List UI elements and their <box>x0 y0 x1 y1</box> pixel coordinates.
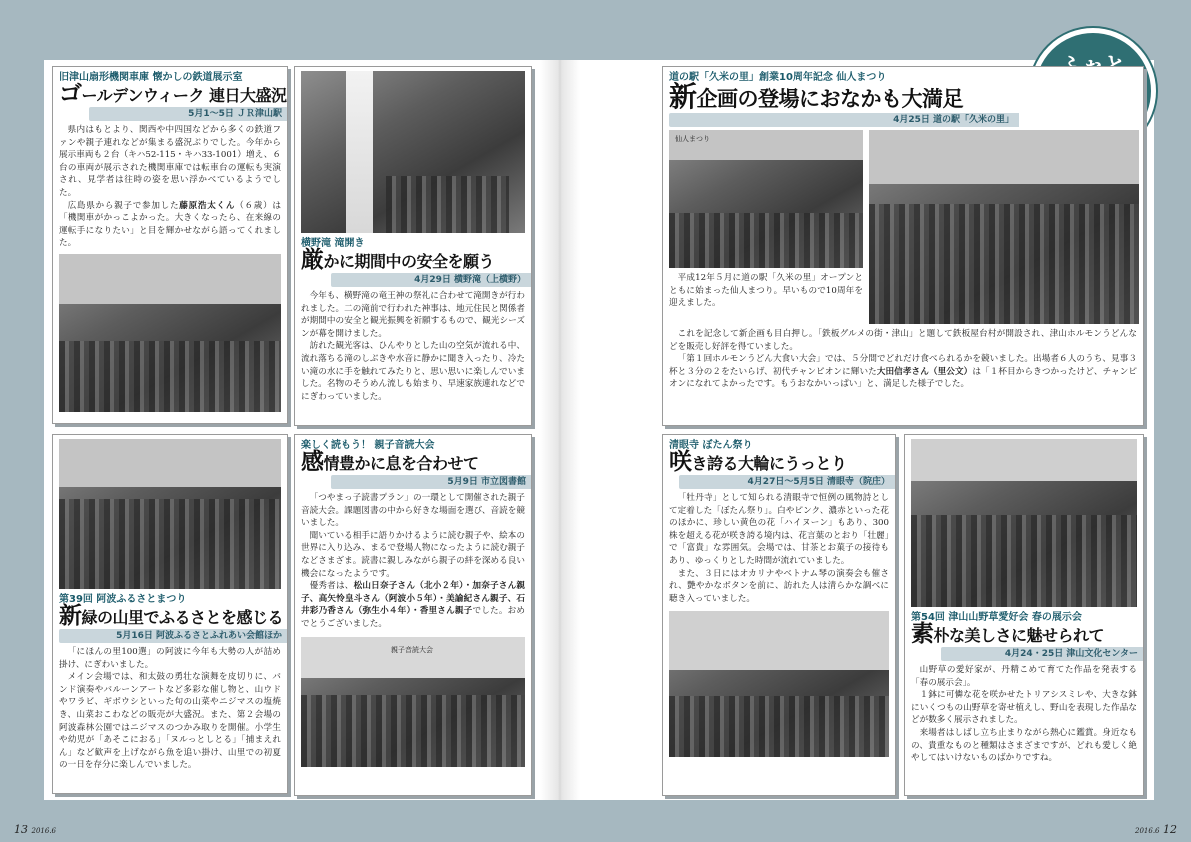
article-body: 来場者はしばし立ち止まりながら熱心に鑑賞。身近なもの、貴重なものと種類はさまざまですが、どれも愛しく絶やしてはいけないものばかりですね。 <box>911 727 1137 764</box>
page-gutter <box>540 60 580 800</box>
article-wildflower-exhibition <box>904 434 1144 796</box>
article-body: 山野草の愛好家が、丹精こめて育てた作品を発表する「春の展示会」。 <box>911 665 1137 688</box>
article-date: 5月1～5日 ＪＲ津山駅 <box>89 107 287 121</box>
article-railway <box>52 66 288 424</box>
article-headline: 厳かに期間中の安全を願う <box>301 247 495 273</box>
festival-photo <box>59 439 281 589</box>
railway-photo <box>59 254 281 412</box>
article-body: 聞いている相手に語りかけるように読む親子や、絵本の世界に入り込み、まるで登場人物になったように読む親子などさまざま。読書に親しみながら親子の絆を深める良い機会になったようです。 <box>301 530 525 579</box>
article-kicker: 楽しく読もう！ 親子音読大会 <box>301 440 435 451</box>
festival-crowd-photo <box>869 130 1139 324</box>
article-peony-festival <box>662 434 896 796</box>
article-date: 4月29日 横野滝（上横野） <box>331 273 531 287</box>
article-reading-contest <box>294 434 532 796</box>
article-date: 4月27日～5月5日 清眼寺（院庄） <box>679 475 895 489</box>
article-kicker: 旧津山扇形機関車庫 懐かしの鉄道展示室 <box>59 72 243 83</box>
article-body: 「にほんの里100選」の阿波に今年も大勢の人が詰め掛け、にぎわいました。 <box>59 647 281 670</box>
article-kicker: 清眼寺 ぼたん祭り <box>669 440 753 451</box>
article-sennin-festival <box>662 66 1144 426</box>
article-body: これを記念して新企画も目白押し。「鉄板グルメの街・津山」と題して鉄板屋台村が開設され、津山ホルモンうどんなどを販売し好評を得ていました。 <box>669 329 1137 352</box>
article-body: 訪れた観光客は、ひんやりとした山の空気が流れる中、流れ落ちる滝のしぶきや水音に静かに聞き入ったり、冷たい滝の水に手を触れてみたりと、思い思いに楽しんでいました。名物のそうめん流しも始まり、早速家族連れなどでにぎわっていました。 <box>301 341 525 402</box>
article-date: 5月9日 市立図書館 <box>331 475 531 489</box>
article-headline: 素朴な美しさに魅せられて <box>911 621 1105 647</box>
article-body: 平成12年５月に道の駅「久米の里」オープンとともに始まった仙人まつり。早いもので10周年を迎えました。 <box>669 273 863 309</box>
article-headline: 咲き誇る大輪にうっとり <box>669 449 847 475</box>
left-page-number: 13 2016.6 <box>14 823 56 836</box>
article-body: 優秀者は、松山日奈子さん（北小２年）・加奈子さん親子、高矢怜皇斗さん（阿波小５年）・美諭紀さん親子、石井彩乃香さん（弥生小４年）・香里さん親子でした。おめでとうございました。 <box>301 581 525 629</box>
article-body: １鉢に可憐な花を咲かせたトリアシスミレや、大きな鉢にいくつもの山野草を寄せ植えし、野山を表現した作品などが数多く展示されました。 <box>911 690 1137 726</box>
article-body: メイン会場では、和太鼓の勇壮な演舞を皮切りに、バンド演奏やバルーンアートなど多彩な催し物と、山ウドやワラビ、ギボウシといった旬の山菜やニジマスの塩焼き、山菜おこわなどの販売が大盛況。また、第２会場の阿波森林公園ではニジマスのつかみ取りを開催。小学生や幼児が「あそこにおる」「ヌルっとしとる」「捕まえれん」など歓声を上げながら魚を追い掛け、山里での初夏の一日を存分に楽しんでいました。 <box>59 672 281 771</box>
article-kicker: 道の駅「久米の里」創業10周年記念 仙人まつり <box>669 72 887 83</box>
article-headline: 新企画の登場におなかも大満足 <box>669 80 964 113</box>
article-date: 4月24・25日 津山文化センター <box>941 647 1143 661</box>
article-body: 県内はもとより、関西や中四国などから多くの鉄道ファンや親子連れなどが集まる盛況ぶりでした。今年から展示車両も２台（キハ52‐115・キハ33‐1001）増え、６台の車両が展示された機関車庫では転車台の運転も実演され、見学者は往時の姿を思い浮かべているようでした。 <box>59 125 281 198</box>
article-headline: ゴールデンウィーク 連日大盛況 <box>59 81 287 107</box>
reading-photo: 親子音読大会 <box>301 637 525 767</box>
article-headline: 感情豊かに息を合わせて <box>301 449 479 475</box>
exhibition-photo <box>911 439 1137 607</box>
article-body: 「つやまっ子読書プラン」の一環として開催された親子音読大会。課題図書の中から好きな場面を選び、音読を競いました。 <box>301 493 525 529</box>
article-body: 「第１回ホルモンうどん大食い大会」では、５分間でどれだけ食べられるかを競いました。出場者６人のうち、見事３杯と３分の２をたいらげ、初代チャンピオンに輝いた大田信孝さん（里公文）は「１杯目からきつかったけど、チャンピオンになれてよかったです。もうおなかいっぱい」と、満足した様子でした。 <box>669 354 1137 390</box>
article-body: 今年も、横野滝の竜王神の祭礼に合わせて滝開きが行われました。二の滝前で行われた神事は、地元住民と関係者が期間中の安全と観光振興を祈願するもので、観光シーズンが幕を開けました。 <box>301 291 525 339</box>
article-kicker: 横野滝 滝開き <box>301 238 365 249</box>
article-date: 4月25日 道の駅「久米の里」 <box>669 113 1019 127</box>
article-body: また、３日にはオカリナやベトナム琴の演奏会も催され、艶やかなボタンを前に、訪れた人は清らかな調べに聴き入っていました。 <box>669 568 889 604</box>
article-kicker: 第54回 津山山野草愛好会 春の展示会 <box>911 612 1082 623</box>
article-date: 5月16日 阿波ふるさとふれあい会館ほか <box>59 629 287 643</box>
peony-garden-photo <box>669 611 889 757</box>
article-body: 広島県から親子で参加した藤原浩太くん（６歳）は「機関車がかっこよかった。大きくなったら、在来線の運転手になりたい」と目を輝かせながら語ってくれました。 <box>59 200 281 249</box>
article-kicker: 第39回 阿波ふるさとまつり <box>59 594 187 605</box>
article-body: 「牡丹寺」として知られる清眼寺で恒例の風物詩として定着した「ぼたん祭り」。白やピンク、濃赤といった花のほかに、珍しい黄色の花「ハイヌーン」もあり、300株を超える花が咲き誇る境内は、花言葉のとおり「壮麗」で「富貴」な雰囲気。会場では、甘茶とお菓子の接待もあり、ゆっくりとした時間が流れていました。 <box>669 493 889 566</box>
article-awa-festival <box>52 434 288 794</box>
waterfall-photo <box>301 71 525 233</box>
eating-contest-photo: 仙人まつり <box>669 130 863 268</box>
article-waterfall <box>294 66 532 426</box>
right-page-number: 2016.6 12 <box>1135 823 1177 836</box>
article-headline: 新緑の山里でふるさとを感じる <box>59 603 284 629</box>
